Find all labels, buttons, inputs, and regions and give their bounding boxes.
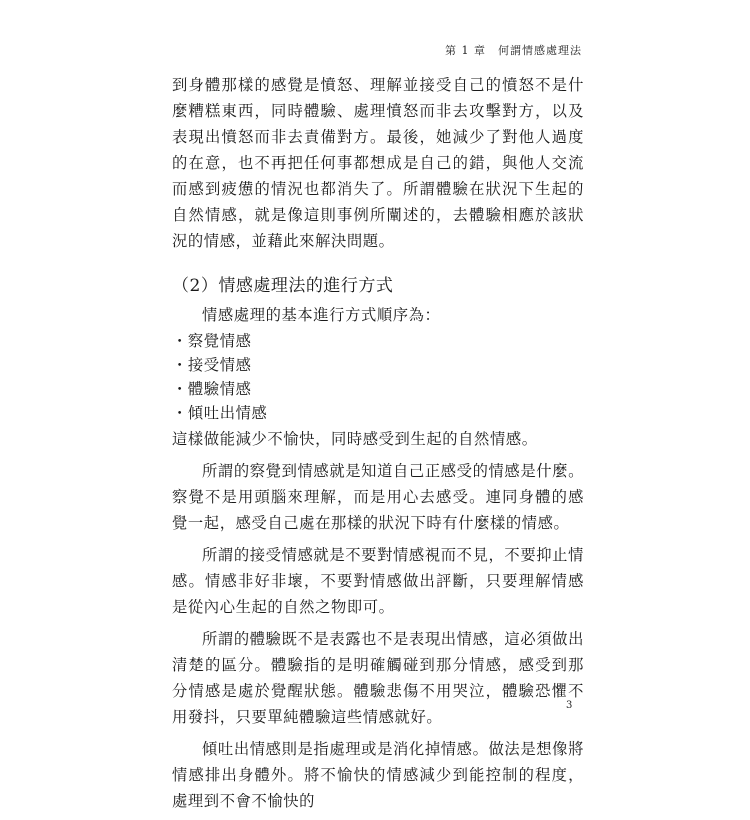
paragraph-1: 到身體那樣的感覺是憤怒、理解並接受自己的憤怒不是什麼糟糕東西，同時體驗、處理憤怒而非去攻擊對方，以及表現出憤怒而非去責備對方。最後，她減少了對他人過度的在意，也不再把任何事都想成是自己的錯，與他人交流而感到疲憊的情況也都消失了。所謂體驗在狀況下生起的自然情感，就是像這則事例所闡述的，去體驗相應於該狀況的情感，並藉此來解決問題。 <box>172 76 584 250</box>
paragraph-4: 所謂的體驗既不是表露也不是表現出情感，這必須做出清楚的區分。體驗指的是明確觸碰到那分情感，感受到那分情感是處於覺醒狀態。體驗悲傷不用哭泣，體驗恐懼不用發抖，只要單純體驗這些情感就好。 <box>172 629 584 726</box>
list-item: ・ 傾吐出情感 <box>172 402 584 426</box>
page-number: 3 <box>566 700 573 711</box>
paragraph-5: 傾吐出情感則是指處理或是消化掉情感。做法是想像將情感排出身體外。將不愉快的情感減少到能控制的程度，處理到不會不愉快的 <box>172 739 584 810</box>
running-head: 第 1 章 何謂情感處理法 <box>445 44 582 57</box>
page-body <box>172 72 584 820</box>
steps-list <box>172 330 584 426</box>
list-item: ・ 察覺情感 <box>172 330 584 354</box>
steps-intro: 情感處理的基本進行方式順序為： <box>202 306 441 324</box>
paragraph-3: 所謂的接受情感就是不要對情感視而不見，不要抑止情感。情感非好非壞，不要對情感做出評斷，只要理解情感是從內心生起的自然之物即可。 <box>172 545 584 616</box>
paragraph-2: 所謂的察覺到情感就是知道自己正感受的情感是什麼。察覺不是用頭腦來理解，而是用心去感受。連同身體的感覺一起，感受自己處在那樣的狀況下時有什麼樣的情感。 <box>172 461 584 532</box>
list-item: ・ 體驗情感 <box>172 378 584 402</box>
steps-summary: 這樣做能減少不愉快，同時感受到生起的自然情感。 <box>172 429 538 448</box>
list-item: ・ 接受情感 <box>172 354 584 378</box>
section-heading: （2）情感處理法的進行方式 <box>172 276 394 296</box>
